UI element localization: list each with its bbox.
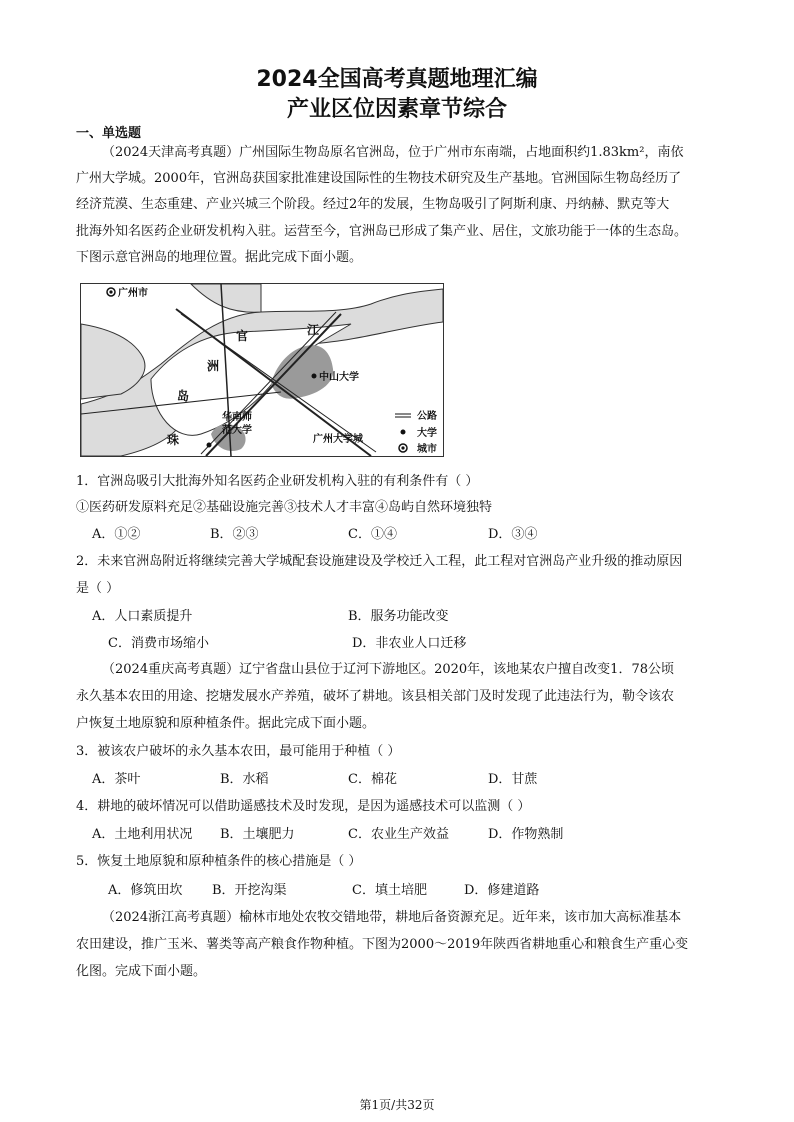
- question-3-option-b: B．水稻: [220, 772, 269, 787]
- question-1-option-c: C．①④: [348, 527, 397, 542]
- legend-city-label: 城市: [417, 444, 437, 455]
- passage-line: （2024重庆高考真题）辽宁省盘山县位于辽河下游地区。2020年，该地某农户擅自改变1．78公顷: [102, 662, 674, 677]
- question-2-stem: 2．未来官洲岛附近将继续完善大学城配套设施建设及学校迁入工程，此工程对官洲岛产业升级的推动原因: [76, 554, 683, 569]
- map-label-huanan-2: 范大学: [222, 425, 252, 436]
- question-3-stem: 3．被该农户破坏的永久基本农田，最可能用于种植（ ）: [76, 744, 401, 759]
- question-5-option-b: B．开挖沟渠: [212, 883, 287, 898]
- document-title-line1: 2024全国高考真题地理汇编: [256, 67, 538, 92]
- university-marker-icon: [207, 443, 212, 448]
- passage-line: 农田建设，推广玉米、薯类等高产粮食作物种植。下图为2000～2019年陕西省耕地重心和粮食生产重心变: [76, 937, 689, 952]
- question-4-option-a: A．土地利用状况: [92, 827, 193, 842]
- legend-university-icon: [401, 430, 406, 435]
- question-4-option-c: C．农业生产效益: [348, 827, 449, 842]
- document-title-line2: 产业区位因素章节综合: [286, 97, 507, 122]
- map-label-daxuecheng: 广州大学城: [313, 434, 363, 445]
- map-label-zhou: 洲: [207, 359, 220, 373]
- question-1-option-b: B．②③: [210, 527, 259, 542]
- question-5-option-c: C．填土培肥: [352, 883, 427, 898]
- question-3-option-d: D．甘蔗: [488, 772, 538, 787]
- guanzhou-island-map: [80, 283, 444, 457]
- passage-line: 户恢复土地原貌和原种植条件。据此完成下面小题。: [76, 716, 376, 731]
- question-1-option-d: D．③④: [488, 527, 538, 542]
- map-label-jiang: 江: [307, 323, 320, 337]
- question-2-option-b: B．服务功能改变: [348, 609, 449, 624]
- passage-line: 下图示意官洲岛的地理位置。据此完成下面小题。: [76, 250, 363, 265]
- map-label-guan: 官: [236, 329, 249, 343]
- map-label-city: 广州市: [118, 288, 148, 299]
- map-label-zhongshan: 中山大学: [319, 372, 359, 383]
- question-3-option-c: C．棉花: [348, 772, 397, 787]
- question-1-stem: 1．官洲岛吸引大批海外知名医药企业研发机构入驻的有利条件有（ ）: [76, 474, 479, 489]
- legend-road-label: 公路: [417, 411, 437, 422]
- map-legend: [395, 409, 437, 455]
- page-footer: 第1页/共32页: [359, 1098, 435, 1112]
- passage-line: 批海外知名医药企业研发机构入驻。运营至今，官洲岛已形成了集产业、居住，文旅功能于一体的生态岛。: [76, 224, 688, 239]
- question-4-stem: 4．耕地的破坏情况可以借助遥感技术及时发现，是因为遥感技术可以监测（ ）: [76, 799, 531, 814]
- question-2-stem-cont: 是（ ）: [76, 581, 120, 596]
- map-label-dao: 岛: [177, 389, 190, 403]
- passage-line: （2024浙江高考真题）榆林市地处农牧交错地带，耕地后备资源充足。近年来，该市加大高标准基本: [102, 910, 682, 925]
- passage-line: 化图。完成下面小题。: [76, 964, 207, 979]
- question-1-option-a: A．①②: [92, 527, 141, 542]
- question-1-items: ①医药研发原料充足②基础设施完善③技术人才丰富④岛屿自然环境独特: [76, 500, 493, 515]
- question-3-option-a: A．茶叶: [92, 772, 141, 787]
- question-4-option-d: D．作物熟制: [488, 827, 564, 842]
- question-5-option-d: D．修建道路: [464, 883, 540, 898]
- question-5-stem: 5．恢复土地原貌和原种植条件的核心措施是（ ）: [76, 854, 362, 869]
- legend-university-label: 大学: [417, 428, 437, 439]
- passage-line: 广州大学城。2000年，官洲岛获国家批准建设国际性的生物技术研究及生产基地。官洲国际生物岛经历了: [76, 171, 682, 186]
- section-heading: 一、单选题: [76, 126, 142, 141]
- passage-line: 永久基本农田的用途、挖塘发展水产养殖，破坏了耕地。该县相关部门及时发现了此违法行为，勒令该农: [76, 689, 675, 704]
- university-marker-icon: [312, 374, 317, 379]
- passage-line: （2024天津高考真题）广州国际生物岛原名官洲岛，位于广州市东南端，占地面积约1.83km²，南依: [102, 145, 684, 160]
- question-2-option-d: D．非农业人口迁移: [352, 636, 467, 651]
- map-label-huanan-1: 华南师: [222, 412, 252, 423]
- passage-line: 经济荒漠、生态重建、产业兴城三个阶段。经过2年的发展，生物岛吸引了阿斯利康、丹纳赫、默克等大: [76, 197, 670, 212]
- question-5-option-a: A．修筑田坎: [108, 883, 183, 898]
- question-4-option-b: B．土壤肥力: [220, 827, 295, 842]
- question-2-option-c: C．消费市场缩小: [108, 636, 209, 651]
- map-label-zhu: 珠: [167, 433, 180, 447]
- question-2-option-a: A．人口素质提升: [92, 609, 193, 624]
